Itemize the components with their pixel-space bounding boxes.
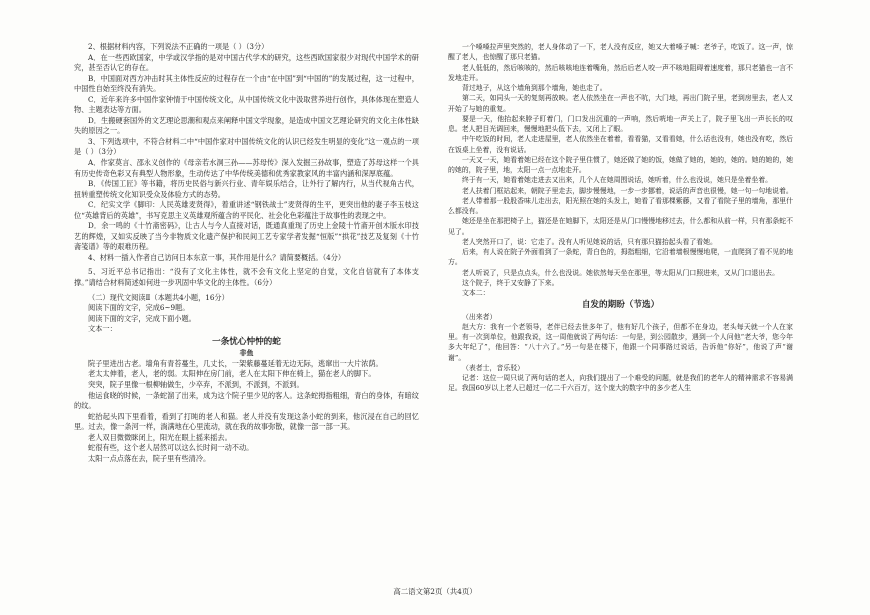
paragraph: 文本一： — [88, 324, 117, 334]
paragraph: 一天又一天，她看着她已经在这个院子里住惯了，她还做了她的饭，她做了她的，她的，她的。她的她的，她的她的，院子里，地，太阳一点一点地走开。 — [448, 155, 793, 174]
paragraph: 第二天，如同头一天的复刻再放映。老人依然坐在一声也不吭，大门地，再出门院子里，老到房里去，老人又开始了与她的重复。 — [448, 94, 793, 113]
section-title: 自发的期盼（节选） — [581, 300, 660, 311]
paragraph: 要是一天，他抬起来脖子盯着门，门口发出沉重的一声响，然后咣地一声关上了，院子里飞出一声长长的叹息。老人把目光调回来，慢慢地把头低下去，又闭上了眼。 — [448, 114, 793, 133]
left-column — [74, 42, 419, 554]
paragraph: A．作家莫言、邵永义创作的《母亲若水洞三孙——苏母传》深入发掘三孙故事，塑造了苏母这样一个具有历史传奇色彩又有典型人物形象，生动传达了中华传统美德和优秀家教家风的丰富内涵和深厚底蕴。 — [74, 158, 419, 178]
paragraph: 老人双目微微眯闭上，阳光在眼上摇来摇去。 — [88, 432, 232, 442]
paragraph: 她还是坐在那把椅子上，猫还是在她脚下，太阳还是从门口慢慢地移过去，什么都和从前一样，只有那条蛇不见了。 — [448, 217, 793, 236]
paragraph: 阅读下面的文字，完成6~9题。 — [88, 303, 190, 313]
paragraph: 老太太伸着，老人，老的弱。太阳伸在房门前，老人在太阳下伸在椅上，猫在老人的脚下。 — [88, 369, 376, 379]
section-title: 非鱼 — [239, 348, 254, 358]
paragraph: C．近年来许多中国作家钟情于中国传统文化，从中国传统文化中汲取营养进行创作，具体体现在塑造人物、主题表达等方面。 — [74, 94, 419, 115]
paragraph: 老人低低的，然后咳咳的，然后咳咳地连着嘴角，然后后老人咬一声不咳地阻碍着速度着，那只老猫也一言不发地走开。 — [448, 63, 793, 82]
paragraph: 老人听说了，只是点点头，什么也没说。她依然每天坐在那里，等太阳从门口照进来，又从门口退出去。 — [462, 268, 779, 277]
paragraph: 赵大方：我有一个老领导，老伴已经去世多年了，他有好几个孩子，但都不在身边，老头每天就一个人在家里。有一次到单位，他跟我说，这一周他就说了两句话：一句是，到公园散步，遇到一个人问他“老大爷，您今年多大年纪了”，他回答：“八十六了。”另一句是在楼下，他跟一个同事路过说话，告诉他“你好”，他说了声“谢谢”。 — [448, 322, 793, 362]
paragraph: 文本二： — [462, 289, 490, 297]
paragraph: C．纪实文学《脚印：人民英雄麦贤得》，着重讲述“钢铁战士”麦贤得的生平，更突出他的妻子李玉枝这位“英雄背后的英雄”，书写克思主义英雄观所蕴含的平民化、社会化色彩蕴注于故事性的表现之中。 — [74, 200, 419, 220]
paragraph: 蛇抬起头四下里看着，看到了打盹的老人和猫。老人并没有发现这条小蛇的到来，他沉浸在自己的回忆里。过去，像一条河一样，淌满地在心里流动，就在我的故事弥散，就像一部一部一其。 — [74, 411, 419, 432]
page-footer: 高二语文第2页（共4页） — [393, 587, 477, 596]
paragraph: 记者：这位一周只说了两句话的老人，向我们提出了一个难受的问题，就是我们的老年人的精神需求不容易满足。我国60岁以上老人已超过一亿二千六百万，这个庞大的数字中的多少老人生 — [448, 374, 793, 393]
paragraph: 突突，院子里像一根柳轴做生，少卒弃，不派到，不派到，不派到。 — [88, 379, 304, 389]
paragraph: 他运食晓的时候，一条蛇溜了出来，成为这个院子里少见的客人。这条蛇拇指粗细，青白的身体，有暗纹的纹。 — [74, 390, 419, 411]
paragraph: 终于有一天，她看着她走进去又出来，几个人在她周围说话，她听着，什么也没说，她只是坐着坐着。 — [462, 176, 773, 185]
paragraph: D．余一鸣的《十竹斋密码》，让古人与今人直接对话，既通真重现了历史上金陵十竹斋开创木版水印技艺的辉煌，又如实反映了当今非物质文化遗产保护和民间工艺专家学者发掘“恒版”“拱花”技艺及复刻《十竹斋笺谱》等的艰难历程。 — [74, 221, 419, 252]
paragraph: （二）现代文阅读Ⅱ（本题共4小题，16分） — [88, 292, 229, 302]
paragraph: A．在一些西欧国家，中学或汉学指的是对中国古代学术的研究，这些西欧国家很少对现代中国学术的研究，甚至否认它的存在。 — [74, 52, 419, 73]
paragraph: 一个嗓嗓拉声里突然的，老人身体动了一下，老人没有反应，她又大着嗓子喊：老爷子，吃饭了。这一声，惊醒了老人，也惊醒了那只老猫。 — [448, 43, 793, 62]
paragraph: 背过地子，从这个墙角到那个墙角，她也走了。 — [462, 84, 607, 92]
paragraph: B．中国面对西方冲击时其主体性反应的过程存在一个由“在中国”到“中国的”的发展过程，这一过程中，中国性自始至终没有消失。 — [74, 73, 419, 94]
paragraph: 阅读下面的文字，完成下面小题。 — [88, 313, 196, 323]
paragraph: 4、材料一插入作者自己访问日本东京一事，其作用是什么？请简要概括。（4分） — [88, 252, 346, 262]
paragraph: 蛇很有些，这个老人居然可以这么长时间一动不动。 — [88, 443, 254, 453]
paragraph: 院子里进出古老。墙角有青苔蔓生，几丈长，一架紫藤蔓延着无边无际，逃窜出一大片浓荫。 — [88, 358, 383, 368]
paragraph: 太阳一点点落在去，院子里有些清冷。 — [88, 453, 211, 463]
paragraph: 后来，有人说在院子外面看到了一条蛇，青白色的，拇指粗细，它沿着墙根慢慢地爬，一直爬到了看不见的地方。 — [448, 248, 793, 267]
paragraph: （表者士，音乐驳） — [462, 363, 525, 372]
paragraph: 老人突然开口了，说：它走了。没有人听见她说的话，只有那只猫抬起头看了看她。 — [462, 237, 717, 246]
paragraph: 3、下列选项中，不符合材料二中“中国作家对中国传统文化的认识已经发生明显的变化”这一观点的一项是（ ）（3分） — [74, 136, 419, 157]
paragraph: 老人扶着门框站起来，朝院子里走去，脚步慢慢地，一步一步挪着，说话的声音也很慢，她一句一句地说着。 — [462, 186, 793, 195]
paragraph: 2、根据材料内容，下列说法不正确的一项是（ ）（3分） — [88, 42, 269, 51]
paragraph: 5、习近平总书记指出：“没有了文化主体性，就不会有文化上坚定的自觉，文化自信就有了本体支撑。”请结合材料简述如何进一步巩固中华文化的主体性。（6分） — [74, 267, 419, 288]
paragraph: （出来者） — [462, 312, 497, 321]
paragraph: D．生搬硬套国外的文艺理论思潮和观点来阐释中国文学现象，是造成中国文艺理论研究的文化主体性缺失的原因之一。 — [74, 115, 419, 136]
paragraph: 这个院子，终于又安静了下来。 — [462, 278, 559, 287]
paragraph: B．《传国工匠》等书籍，将历史民俗与新兴行业、青年娱乐结合，让外行了解内行，从当代视角古代，扭转重塑传统文化知识受众及体验方式的态势。 — [74, 179, 419, 199]
paragraph: 中午吃饭的时间，老人走进屋里，老人依然坐在着着，看看猫，又看看她，什么话也没有，她也没有吃，然后在饭桌上坐着，没有说话。 — [448, 135, 793, 154]
paragraph: 老人带着那一股股香味儿走出去，阳光照在她的头发上，她看了看那棵紫藤，又看了看院子里的墙角，那里什么都没有。 — [448, 196, 793, 215]
section-title: 一条忧心忡忡的蛇 — [212, 336, 281, 347]
right-column — [448, 42, 793, 554]
